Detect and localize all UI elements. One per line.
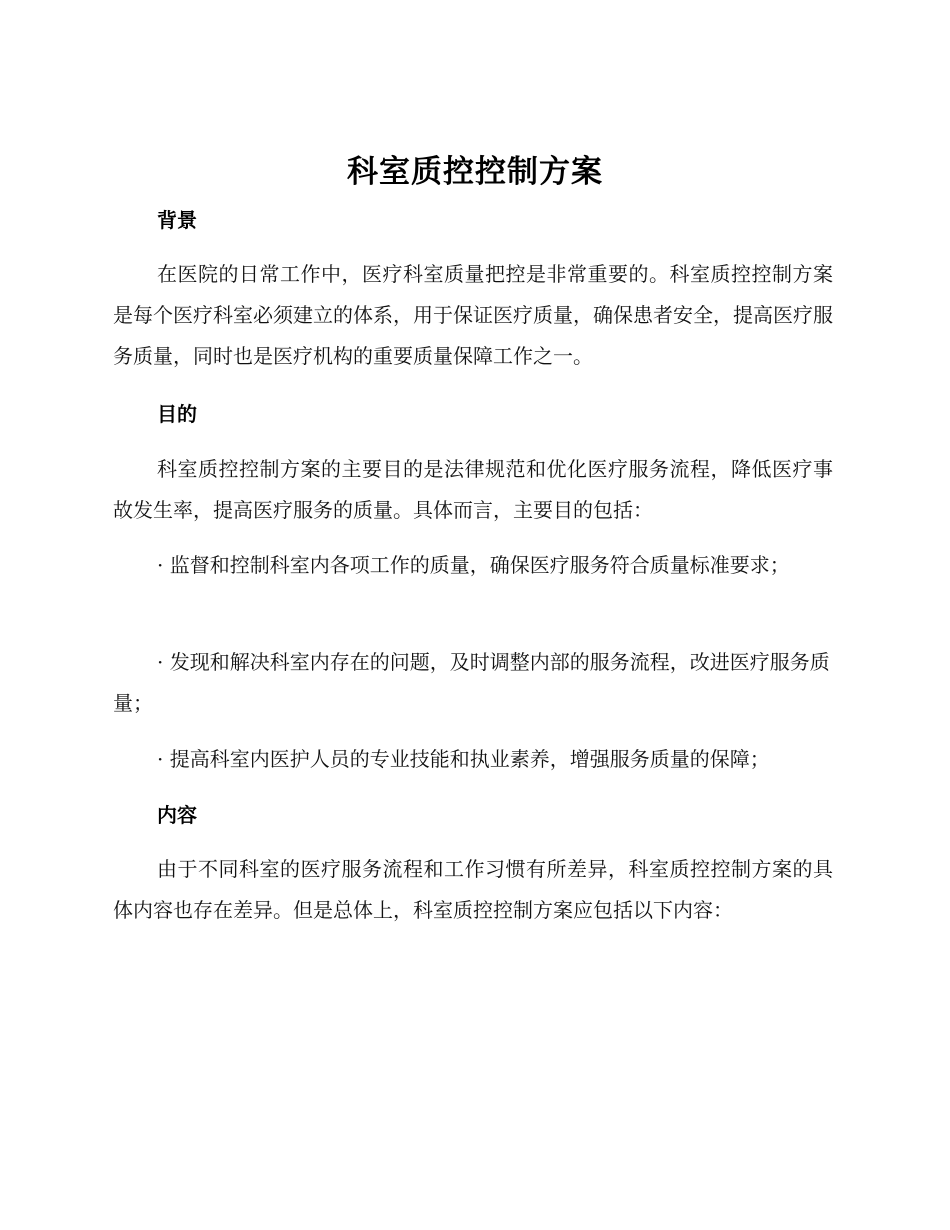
purpose-bullet-1: · 监督和控制科室内各项工作的质量，确保医疗服务符合质量标准要求； (157, 553, 790, 577)
content-paragraph: 由于不同科室的医疗服务流程和工作习惯有所差异，科室质控控制方案的具体内容也存在差异。但是总体上，科室质控控制方案应包括以下内容： (113, 857, 833, 922)
purpose-bullet-3: · 提高科室内医护人员的专业技能和执业素养，增强服务质量的保障； (157, 747, 770, 771)
background-paragraph: 在医院的日常工作中，医疗科室质量把控是非常重要的。科室质控控制方案是每个医疗科室必须建立的体系，用于保证医疗质量，确保患者安全，提高医疗服务质量，同时也是医疗机构的重要质量保障工作之一。 (113, 262, 833, 368)
document-title: 科室质控控制方案 (347, 154, 603, 190)
section-heading-background: 背景 (157, 208, 197, 232)
section-heading-content: 内容 (157, 803, 197, 827)
purpose-paragraph: 科室质控控制方案的主要目的是法律规范和优化医疗服务流程，降低医疗事故发生率，提高医疗服务的质量。具体而言，主要目的包括： (113, 457, 833, 522)
section-heading-purpose: 目的 (157, 402, 197, 426)
purpose-bullet-2: · 发现和解决科室内存在的问题，及时调整内部的服务流程，改进医疗服务质量； (113, 650, 830, 715)
